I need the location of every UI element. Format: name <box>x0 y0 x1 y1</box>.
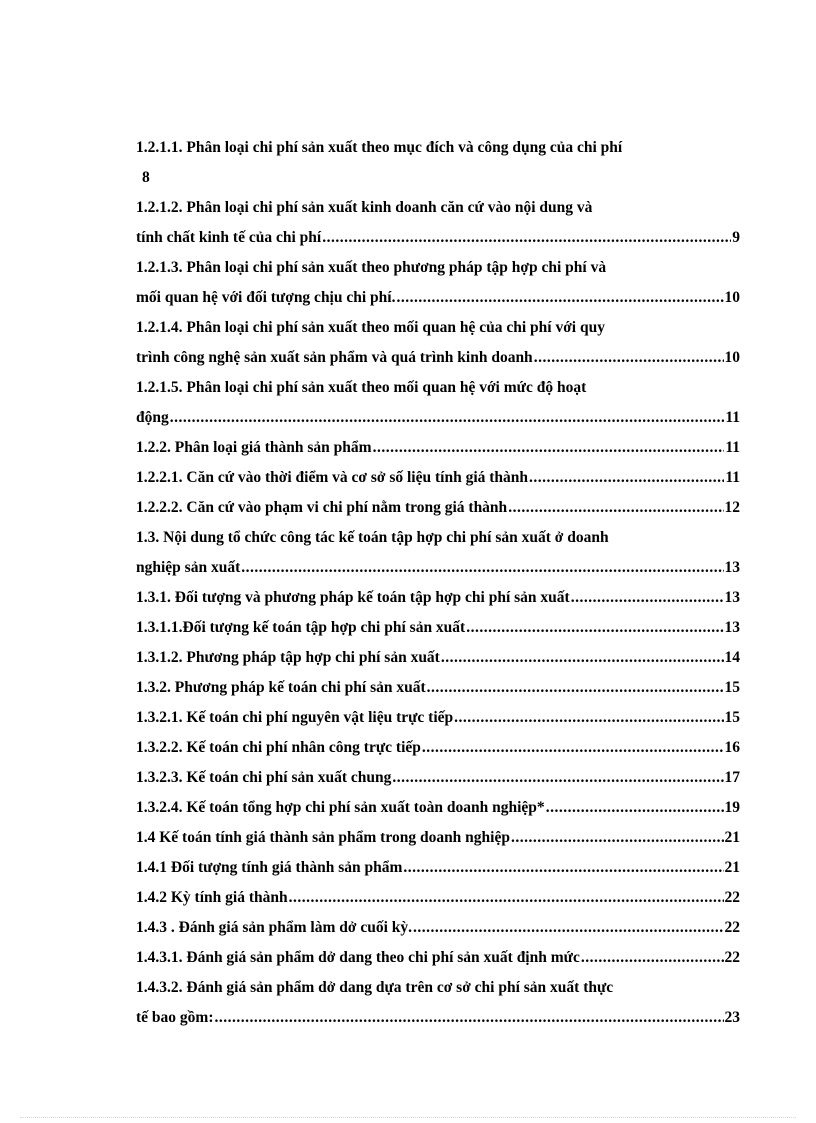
toc-entry-text: 1.2.2. Phân loại giá thành sản phẩm <box>136 439 372 456</box>
toc-dot-leader <box>571 583 724 613</box>
page-bottom-divider <box>20 1117 796 1118</box>
toc-page-number: 14 <box>724 649 740 666</box>
toc-page-number: 23 <box>724 1009 740 1026</box>
toc-page-number: 8 <box>142 169 150 186</box>
toc-page-number: 19 <box>724 799 740 816</box>
toc-dot-leader <box>529 463 724 493</box>
toc-page-number: 13 <box>724 589 740 606</box>
toc-entry[interactable] <box>136 733 740 763</box>
toc-page-number: 10 <box>724 289 740 306</box>
toc-dot-leader <box>289 883 724 913</box>
toc-entry[interactable] <box>136 313 740 373</box>
toc-dot-leader <box>508 493 723 523</box>
toc-dot-leader <box>581 943 724 973</box>
toc-page-number: 15 <box>724 709 740 726</box>
toc-entry[interactable] <box>136 373 740 433</box>
toc-entry[interactable] <box>136 763 740 793</box>
toc-entry[interactable] <box>136 823 740 853</box>
toc-dot-leader <box>215 1003 724 1033</box>
toc-entry-text: 1.4 Kế toán tính giá thành sản phẩm trong doanh nghiệp <box>136 829 510 846</box>
toc-entry[interactable] <box>136 583 740 613</box>
toc-entry-title: 1.4.3.2. Đánh giá sản phẩm dở dang dựa trên cơ sở chi phí sản xuất thực <box>136 979 614 996</box>
toc-page-number: 13 <box>724 559 740 576</box>
toc-entry-text: 1.4.2 Kỳ tính giá thành <box>136 889 288 906</box>
toc-entry[interactable] <box>136 253 740 313</box>
toc-dot-leader <box>396 283 723 313</box>
toc-entry[interactable] <box>136 523 740 583</box>
toc-entry[interactable] <box>136 433 740 463</box>
toc-entry-title: 1.2.1.4. Phân loại chi phí sản xuất theo mối quan hệ của chi phí với quy <box>136 319 605 336</box>
toc-entry-text: 1.3.2.3. Kế toán chi phí sản xuất chung <box>136 769 392 786</box>
toc-entry-text: 1.4.3 . Đánh giá sản phẩm làm dở cuối kỳ. <box>136 919 413 936</box>
toc-page-number: 22 <box>724 919 740 936</box>
toc-entry-text: 1.3.1. Đối tượng và phương pháp kế toán tập hợp chi phí sản xuất <box>136 589 570 606</box>
toc-entry[interactable] <box>136 853 740 883</box>
toc-entry-text: tế bao gồm: <box>136 1009 214 1026</box>
toc-entry[interactable] <box>136 703 740 733</box>
toc-page-number: 22 <box>724 949 740 966</box>
toc-entry[interactable] <box>136 883 740 913</box>
toc-entry-title: 1.2.1.1. Phân loại chi phí sản xuất theo mục đích và công dụng của chi phí <box>136 139 623 156</box>
toc-page-number: 17 <box>724 769 740 786</box>
toc-entry[interactable] <box>136 793 740 823</box>
toc-dot-leader <box>511 823 724 853</box>
toc-dot-leader <box>422 733 724 763</box>
toc-entry[interactable] <box>136 913 740 943</box>
toc-entry[interactable] <box>136 973 740 1033</box>
toc-entry-text: 1.3.2. Phương pháp kế toán chi phí sản xuất <box>136 679 426 696</box>
toc-page-number: 15 <box>724 679 740 696</box>
toc-dot-leader <box>403 853 723 883</box>
toc-dot-leader <box>427 673 724 703</box>
toc-dot-leader <box>441 643 724 673</box>
toc-entry-text: nghiệp sản xuất <box>136 559 241 576</box>
toc-entry[interactable] <box>136 463 740 493</box>
toc-dot-leader <box>373 433 725 463</box>
toc-page-number: 9 <box>732 229 740 246</box>
toc-page-number: 11 <box>725 409 740 426</box>
toc-entry[interactable] <box>136 673 740 703</box>
toc-dot-leader <box>466 613 723 643</box>
toc-entry-title: 1.2.1.3. Phân loại chi phí sản xuất theo phương pháp tập hợp chi phí và <box>136 259 607 276</box>
toc-entry-title: 1.2.1.5. Phân loại chi phí sản xuất theo mối quan hệ với mức độ hoạt <box>136 379 587 396</box>
toc-entry-text: 1.3.1.1.Đối tượng kế toán tập hợp chi phí sản xuất <box>136 619 466 636</box>
toc-entry-text: động <box>136 409 169 426</box>
toc-dot-leader <box>170 403 725 433</box>
toc-dot-leader <box>413 913 723 943</box>
table-of-contents <box>136 133 740 1033</box>
toc-dot-leader <box>454 703 723 733</box>
toc-page-number: 21 <box>724 859 740 876</box>
toc-page-number: 11 <box>725 439 740 456</box>
toc-dot-leader <box>392 763 723 793</box>
toc-entry[interactable] <box>136 613 740 643</box>
toc-entry[interactable] <box>136 133 740 193</box>
toc-entry-text: 1.3.2.4. Kế toán tổng hợp chi phí sản xuất toàn doanh nghiệp* <box>136 799 545 816</box>
toc-entry-text: mối quan hệ với đối tượng chịu chi phí. <box>136 289 396 306</box>
toc-entry-text: tính chất kinh tế của chi phí <box>136 229 322 246</box>
toc-dot-leader <box>241 553 723 583</box>
toc-entry[interactable] <box>136 493 740 523</box>
toc-page-number: 11 <box>725 469 740 486</box>
toc-dot-leader <box>322 223 731 253</box>
toc-page-number: 22 <box>724 889 740 906</box>
toc-entry-text: 1.2.2.1. Căn cứ vào thời điểm và cơ sở số liệu tính giá thành <box>136 469 529 486</box>
toc-entry-title: 1.2.1.2. Phân loại chi phí sản xuất kinh doanh căn cứ vào nội dung và <box>136 199 593 216</box>
toc-page-number: 16 <box>724 739 740 756</box>
toc-page-number: 12 <box>724 499 740 516</box>
toc-entry-text: 1.3.1.2. Phương pháp tập hợp chi phí sản xuất <box>136 649 440 666</box>
toc-entry[interactable] <box>136 643 740 673</box>
toc-entry-text: 1.2.2.2. Căn cứ vào phạm vi chi phí nằm trong giá thành <box>136 499 508 516</box>
toc-page-number: 21 <box>724 829 740 846</box>
toc-entry-text: 1.3.2.2. Kế toán chi phí nhân công trực tiếp <box>136 739 421 756</box>
toc-entry-text: 1.4.1 Đối tượng tính giá thành sản phẩm <box>136 859 403 876</box>
toc-page-number: 10 <box>724 349 740 366</box>
toc-entry-text: trình công nghệ sản xuất sản phẩm và quá trình kinh doanh <box>136 349 533 366</box>
toc-dot-leader <box>546 793 724 823</box>
toc-entry[interactable] <box>136 193 740 253</box>
toc-entry-text: 1.3.2.1. Kế toán chi phí nguyên vật liệu trực tiếp <box>136 709 454 726</box>
toc-entry-title: 1.3. Nội dung tổ chức công tác kế toán tập hợp chi phí sản xuất ở doanh <box>136 529 609 546</box>
toc-page-number: 13 <box>724 619 740 636</box>
toc-entry[interactable] <box>136 943 740 973</box>
toc-dot-leader <box>534 343 724 373</box>
toc-entry-text: 1.4.3.1. Đánh giá sản phẩm dở dang theo chi phí sản xuất định mức <box>136 949 580 966</box>
